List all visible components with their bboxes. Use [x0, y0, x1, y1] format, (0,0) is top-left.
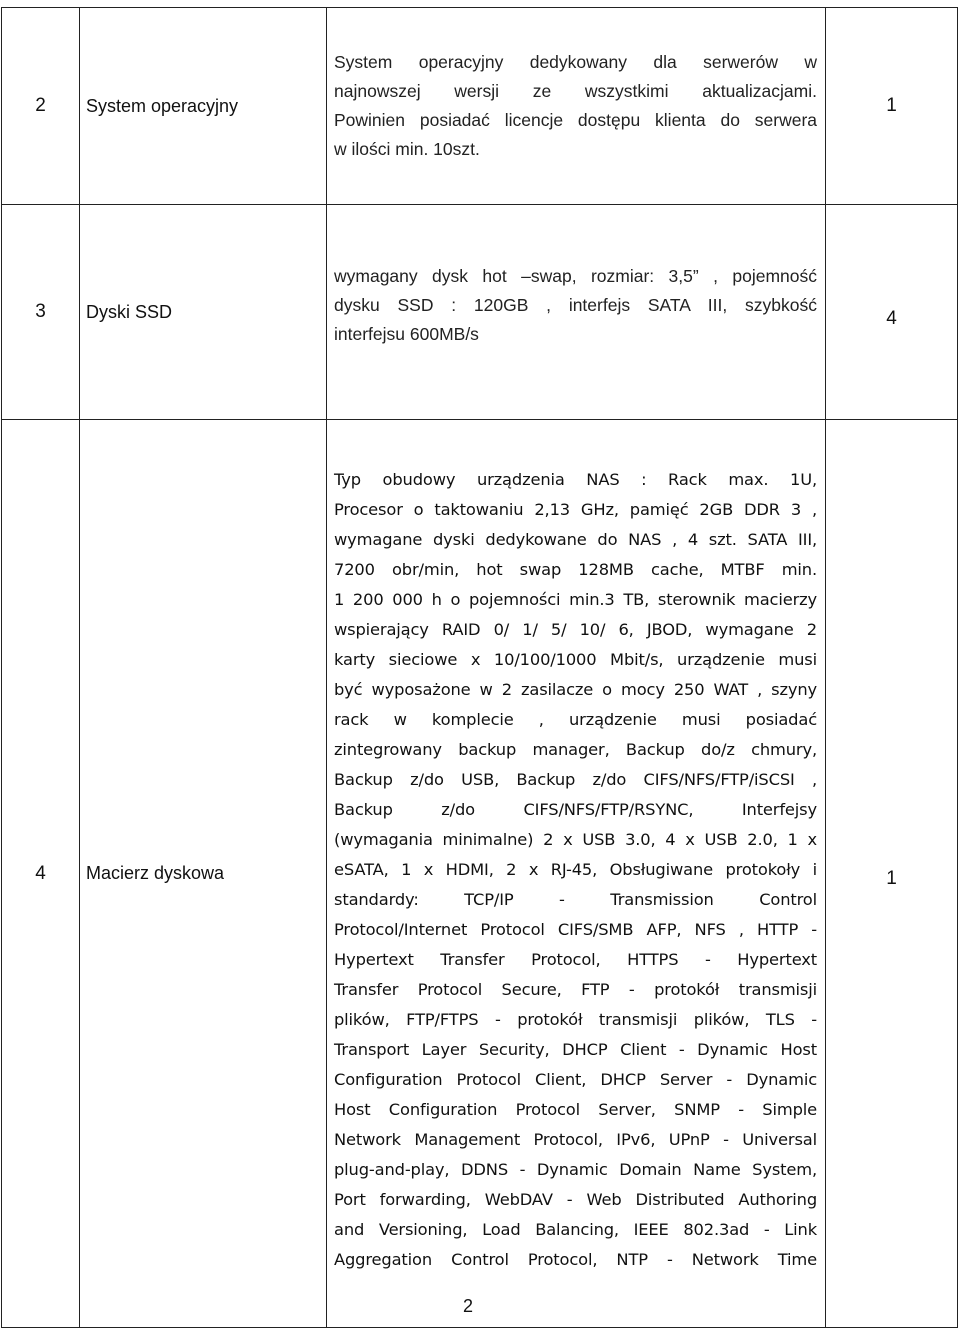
description-line: Port forwarding, WebDAV - Web Distributed Authoring	[334, 1190, 817, 1209]
description-line: plików, FTP/FTPS - protokół transmisji plików, TLS -	[334, 1010, 817, 1029]
item-quantity: 1	[826, 420, 958, 1328]
description-line: Backup z/do CIFS/NFS/FTP/RSYNC, Interfejsy	[334, 800, 817, 819]
item-name: Dyski SSD	[80, 205, 327, 420]
description-line: eSATA, 1 x HDMI, 2 x RJ-45, Obsługiwane protokoły i	[334, 860, 817, 879]
description-line: 7200 obr/min, hot swap 128MB cache, MTBF min.	[334, 560, 817, 579]
description-line: Transfer Protocol Secure, FTP - protokół transmisji	[334, 980, 817, 999]
description-line: Aggregation Control Protocol, NTP - Network Time	[334, 1250, 817, 1269]
description-line: System operacyjny dedykowany dla serwerów w	[334, 52, 817, 72]
description-line: być wyposażone w 2 zasilacze o mocy 250 WAT , szyny	[334, 680, 817, 699]
item-name: System operacyjny	[80, 8, 327, 205]
item-quantity: 1	[826, 8, 958, 205]
description-line: and Versioning, Load Balancing, IEEE 802.3ad - Link	[334, 1220, 817, 1239]
description-line: Transport Layer Security, DHCP Client - Dynamic Host	[334, 1040, 817, 1059]
table-row	[2, 420, 958, 1328]
description-line: Backup z/do USB, Backup z/do CIFS/NFS/FTP/iSCSI ,	[334, 770, 817, 789]
description-line: wspierający RAID 0/ 1/ 5/ 10/ 6, JBOD, wymagane 2	[334, 620, 817, 639]
description-line: wymagany dysk hot –swap, rozmiar: 3,5” , pojemność	[334, 265, 817, 286]
description-line: zintegrowany backup manager, Backup do/z chmury,	[334, 740, 817, 759]
description-line: Procesor o taktowaniu 2,13 GHz, pamięć 2GB DDR 3 ,	[334, 500, 817, 519]
description-line: plug-and-play, DDNS - Dynamic Domain Name System,	[334, 1160, 817, 1179]
specification-table	[1, 7, 958, 1328]
description-line: 1 200 000 h o pojemności min.3 TB, sterownik macierzy	[334, 590, 817, 609]
description-line: (wymagania minimalne) 2 x USB 3.0, 4 x USB 2.0, 1 x	[334, 830, 817, 849]
item-description	[327, 205, 826, 420]
description-line: Typ obudowy urządzenia NAS : Rack max. 1U,	[334, 470, 817, 489]
description-line: Network Management Protocol, IPv6, UPnP - Universal	[334, 1130, 817, 1149]
item-quantity: 4	[826, 205, 958, 420]
description-line: Host Configuration Protocol Server, SNMP - Simple	[334, 1100, 817, 1119]
description-line: standardy: TCP/IP - Transmission Control	[334, 890, 817, 909]
description-line: najnowszej wersji ze wszystkimi aktualizacjami.	[334, 81, 817, 101]
description-line: w ilości min. 10szt.	[334, 139, 480, 159]
description-line: interfejsu 600MB/s	[334, 323, 479, 344]
description-line: dysku SSD : 120GB , interfejs SATA III, szybkość	[334, 294, 817, 315]
item-name: Macierz dyskowa	[80, 420, 327, 1328]
description-line: Configuration Protocol Client, DHCP Server - Dynamic	[334, 1070, 817, 1089]
row-number: 2	[2, 8, 80, 205]
description-line: rack w komplecie , urządzenie musi posiadać	[334, 710, 817, 729]
page-number: 2	[462, 1296, 473, 1316]
description-line: karty sieciowe x 10/100/1000 Mbit/s, urządzenie musi	[334, 650, 817, 669]
description-line: wymagane dyski dedykowane do NAS , 4 szt. SATA III,	[334, 530, 817, 549]
table-row	[2, 205, 958, 420]
description-line: Protocol/Internet Protocol CIFS/SMB AFP, NFS , HTTP -	[334, 920, 817, 939]
table-row	[2, 8, 958, 205]
row-number: 3	[2, 205, 80, 420]
row-number: 4	[2, 420, 80, 1328]
description-line: Hypertext Transfer Protocol, HTTPS - Hypertext	[334, 950, 817, 969]
description-line: Powinien posiadać licencje dostępu klienta do serwera	[334, 110, 817, 130]
item-description	[327, 420, 826, 1328]
item-description	[327, 8, 826, 205]
